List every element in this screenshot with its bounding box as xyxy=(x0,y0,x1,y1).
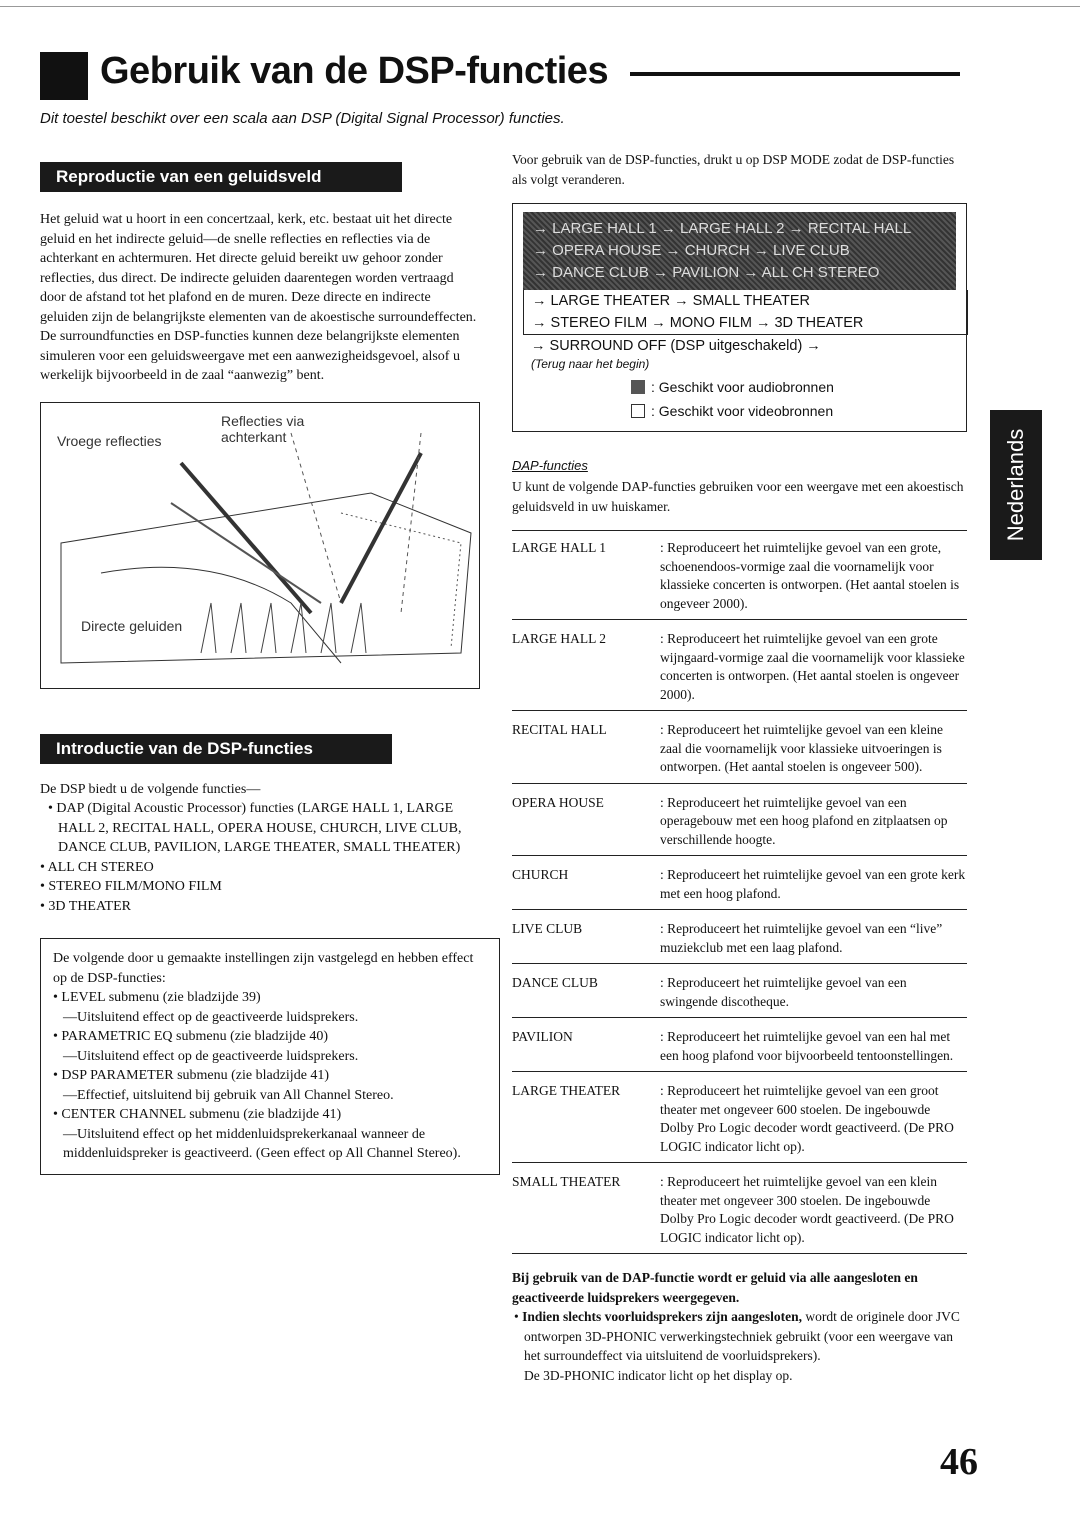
mode-sequence-box xyxy=(512,203,967,432)
dsp-function-list xyxy=(40,799,480,916)
list-item: • PARAMETRIC EQ submenu (zie bladzijde 40) xyxy=(53,1027,487,1047)
definition-row xyxy=(512,717,967,784)
definition-text: : Reproduceert het ruimtelijke gevoel van een hal met een hoog plafond voor bijvoorbeeld tentoonstellingen. xyxy=(660,1029,954,1063)
list-item: • 3D THEATER xyxy=(40,897,480,917)
sequence-line: → OPERA HOUSE → CHURCH → LIVE CLUB xyxy=(533,242,850,259)
definition-row xyxy=(512,862,967,910)
dap-sequence xyxy=(523,212,956,290)
definition-term: SMALL THEATER xyxy=(512,1174,621,1189)
sequence-line: → LARGE THEATER → SMALL THEATER xyxy=(532,293,810,309)
definition-text: : Reproduceert het ruimtelijke gevoel van een groot theater met ongeveer 600 stoelen. De ingebouwde Dolby Pro Logic decoder wordt geactiveerd. (De PRO LOGIC indicator licht op). xyxy=(660,1083,954,1154)
dsp-intro: De DSP biedt u de volgende functies— xyxy=(40,781,261,797)
list-item: • DAP (Digital Acoustic Processor) functies (LARGE HALL 1, LARGE HALL 2, RECITAL HALL, OPERA HOUSE, CHURCH, LIVE CLUB, DANCE CLUB, PAVILION, LARGE THEATER, SMALL THEATER) xyxy=(40,799,480,858)
definition-row xyxy=(512,790,967,857)
dap-intro: U kunt de volgende DAP-functies gebruiken voor een weergave met een akoestisch geluidsveld in uw huiskamer. xyxy=(512,479,964,514)
definition-row xyxy=(512,916,967,964)
definition-row xyxy=(512,535,967,620)
page-title: Gebruik van de DSP-functies xyxy=(100,50,609,92)
definition-text: : Reproduceert het ruimtelijke gevoel van een “live” muziekclub met een laag plafond. xyxy=(660,921,943,955)
definition-term: CHURCH xyxy=(512,867,569,882)
list-item-detail: —Effectief, uitsluitend bij gebruik van All Channel Stereo. xyxy=(63,1087,394,1103)
list-item-detail: —Uitsluitend effect op de geactiveerde luidsprekers. xyxy=(63,1009,359,1025)
right-column xyxy=(512,150,967,1385)
definition-term: PAVILION xyxy=(512,1029,573,1044)
list-item: • DSP PARAMETER submenu (zie bladzijde 41) xyxy=(53,1066,487,1086)
definition-text: : Reproduceert het ruimtelijke gevoel van een klein theater met ongeveer 300 stoelen. De ingebouwde Dolby Pro Logic decoder wordt geactiveerd. (De PRO LOGIC indicator licht op). xyxy=(660,1174,954,1245)
definition-text: : Reproduceert het ruimtelijke gevoel van een grote wijngaard-vormige zaal die voornamelijk voor klassieke concerten is ontworpen. (Het aantal stoelen is ongeveer 2000). xyxy=(660,631,965,702)
label-early-reflections: Vroege reflecties xyxy=(57,432,162,449)
sequence-line: → SURROUND OFF (DSP uitgeschakeld) → xyxy=(531,338,821,354)
definition-term: LARGE HALL 1 xyxy=(512,540,606,555)
dap-heading: DAP-functies xyxy=(512,458,588,473)
dsp-mode-intro: Voor gebruik van de DSP-functies, drukt u op DSP MODE zodat de DSP-functies als volgt veranderen. xyxy=(512,152,955,187)
audio-marker-icon xyxy=(631,380,645,394)
sequence-line: → LARGE HALL 1 → LARGE HALL 2 → RECITAL HALL xyxy=(533,220,912,237)
definition-term: DANCE CLUB xyxy=(512,975,598,990)
subtitle: Dit toestel beschikt over een scala aan DSP (Digital Signal Processor) functies. xyxy=(40,110,565,127)
video-marker-icon xyxy=(631,404,645,418)
definition-term: OPERA HOUSE xyxy=(512,794,604,810)
list-item: • ALL CH STEREO xyxy=(40,858,480,878)
legend-video-text: : Geschikt voor videobronnen xyxy=(651,403,834,419)
list-item-detail: —Uitsluitend effect op het middenluidsprekerkanaal wanneer de middenluidspreker is geactiveerd. (Geen effect op All Channel Stereo). xyxy=(63,1126,461,1161)
list-item: • LEVEL submenu (zie bladzijde 39) xyxy=(53,988,487,1008)
definition-text: : Reproduceert het ruimtelijke gevoel van een operagebouw met een hoog plafond en zitplaatsen op verschillende hoogte. xyxy=(660,794,948,847)
definition-row xyxy=(512,970,967,1018)
definition-term: LARGE HALL 2 xyxy=(512,631,606,646)
label-back-reflections: Reflecties via achterkant xyxy=(221,412,305,445)
left-column xyxy=(40,162,480,1175)
front-speakers-note: • Indien slechts voorluidsprekers zijn aangesloten, wordt de originele door JVC ontworpen 3D-PHONIC verwerkingstechniek gebruikt (voor een weergave van het surroundeffect via uitsluitend de voorluidsprekers). xyxy=(514,1309,960,1363)
soundfield-text: Het geluid wat u hoort in een concertzaal, kerk, etc. bestaat uit het directe geluid en het indirecte geluid—de snelle reflecties en reflecties via de achterkant en achtermuren. Het directe geluid bereikt uw gehoor zonder reflecties, dus direct. De indirecte geluiden daarentegen worden vertraagd door de afstand tot het plafond en de muren. Deze directe en indirecte geluiden zijn de belangrijkste elementen van de akoestische surroundeffecten. De surroundfuncties en DSP-functies kunnen deze belangrijkste elementen simuleren voor een geluidsweergave met een aanwezigheidsgevoel, alsof u werkelijk bijvoorbeeld in de zaal “aanwezig” bent. xyxy=(40,212,477,383)
definition-row xyxy=(512,626,967,711)
video-sequence xyxy=(523,290,968,335)
sequence-line: → STEREO FILM → MONO FILM → 3D THEATER xyxy=(532,315,864,331)
definition-term: LIVE CLUB xyxy=(512,921,583,936)
settings-note-box xyxy=(40,938,500,1175)
top-rule xyxy=(0,6,1080,7)
reflection-diagram xyxy=(40,402,480,689)
dap-definitions xyxy=(512,530,967,1254)
section-heading-soundfield: Reproductie van een geluidsveld xyxy=(40,162,402,192)
definition-row xyxy=(512,1078,967,1163)
settings-note-intro: De volgende door u gemaakte instellingen zijn vastgelegd en hebben effect op de DSP-functies: xyxy=(53,951,474,986)
list-item: • CENTER CHANNEL submenu (zie bladzijde 41) xyxy=(53,1105,487,1125)
definition-text: : Reproduceert het ruimtelijke gevoel van een kleine zaal die voornamelijk voor klassieke uitvoeringen is ontworpen. (Het aantal stoelen is ongeveer 500). xyxy=(660,722,944,774)
list-item-detail: —Uitsluitend effect op de geactiveerde luidsprekers. xyxy=(63,1048,359,1064)
language-tab-label: Nederlands xyxy=(1003,428,1028,542)
language-tab xyxy=(990,410,1042,560)
note-text: wordt de originele door JVC ontworpen 3D-PHONIC verwerkingstechniek gebruikt (voor een weergave van het surroundeffect via uitsluitend de voorluidsprekers). xyxy=(524,1309,960,1363)
definition-text: : Reproduceert het ruimtelijke gevoel van een swingende discotheque. xyxy=(660,975,907,1009)
label-direct-sound: Directe geluiden xyxy=(81,617,183,634)
sequence-line: → DANCE CLUB → PAVILION → ALL CH STEREO xyxy=(533,264,880,281)
definition-text: : Reproduceert het ruimtelijke gevoel van een grote, schoenendoos-vormige zaal die voornamelijk voor klassieke concerten is ontworpen. (Het aantal stoelen is ongeveer 2000). xyxy=(660,540,960,611)
note-bold: Indien slechts voorluidsprekers zijn aangesloten, xyxy=(522,1309,803,1324)
settings-list xyxy=(53,988,487,1164)
back-to-start-note: (Terug naar het begin) xyxy=(531,357,650,371)
legend-audio-text: : Geschikt voor audiobronnen xyxy=(651,379,834,395)
definition-term: RECITAL HALL xyxy=(512,722,607,737)
3d-phonic-note: De 3D-PHONIC indicator licht op het display op. xyxy=(524,1367,793,1383)
definition-text: : Reproduceert het ruimtelijke gevoel van een grote kerk met een hoog plafond. xyxy=(660,867,966,901)
legend-audio xyxy=(631,379,956,395)
title-rule xyxy=(630,72,960,76)
title-marker xyxy=(40,52,88,100)
definition-row xyxy=(512,1169,967,1254)
dap-note: Bij gebruik van de DAP-functie wordt er geluid via alle aangesloten en geactiveerde luidsprekers weergegeven. xyxy=(512,1270,918,1305)
list-item: • STEREO FILM/MONO FILM xyxy=(40,877,480,897)
definition-term: LARGE THEATER xyxy=(512,1083,621,1098)
section-heading-intro-dsp: Introductie van de DSP-functies xyxy=(40,734,392,764)
page-number: 46 xyxy=(940,1441,978,1483)
definition-row xyxy=(512,1024,967,1072)
legend-video xyxy=(631,403,956,419)
